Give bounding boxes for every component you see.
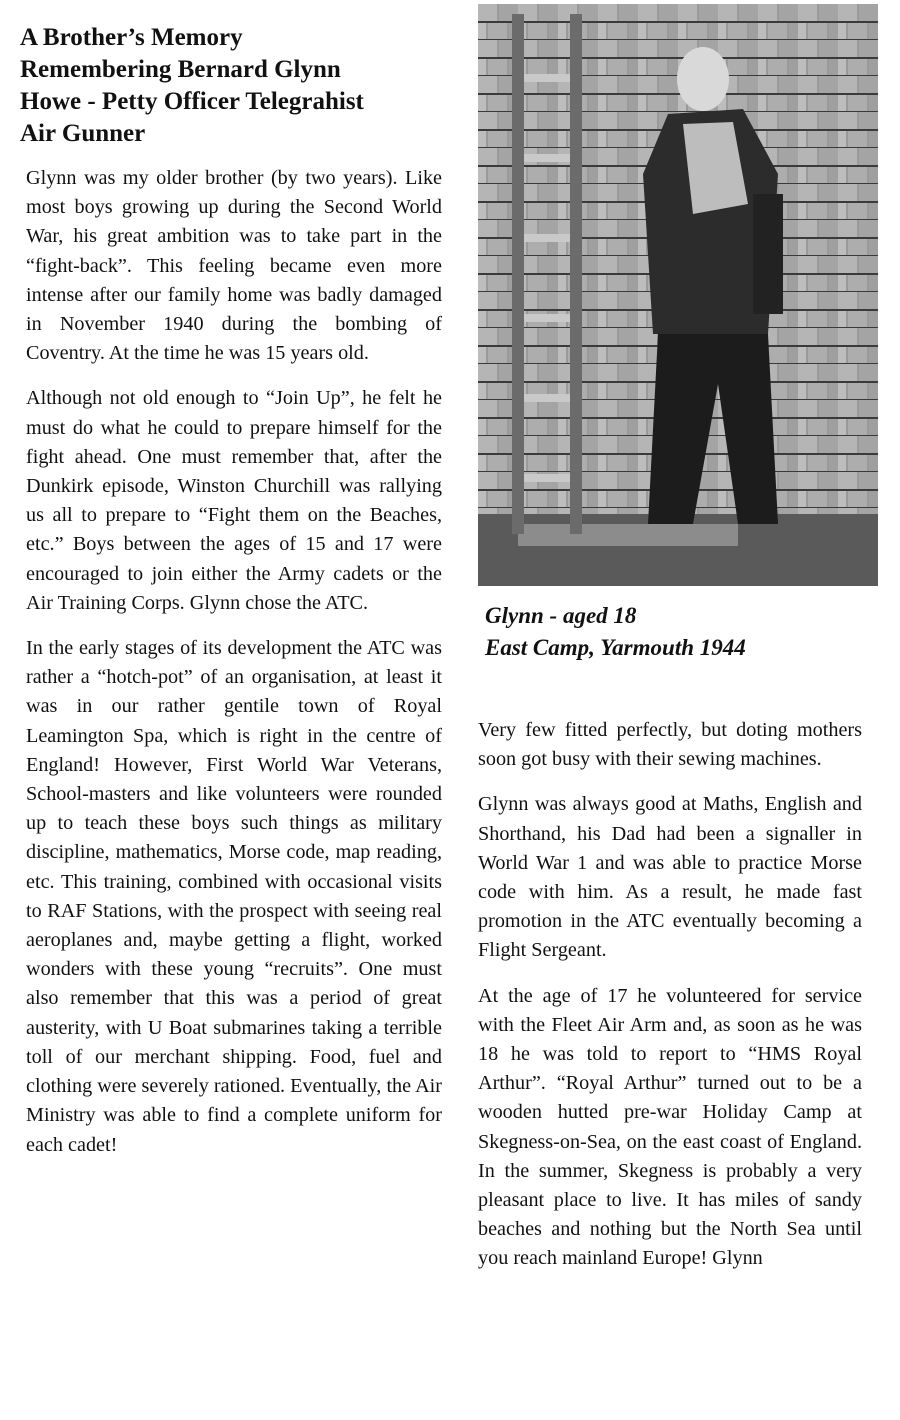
caption-line: Glynn - aged 18 xyxy=(485,603,637,628)
body-paragraph: At the age of 17 he volunteered for service with the Fleet Air Arm and, as soon as he was 18 he was told to report to “HMS Royal Arthur”. “Royal Arthur” turned out to be a wooden hutted pre-war Holiday Camp at Skegness-on-Sea, on the east coast of England. In the summer, Skegness is probably a very pleasant place to live. It has miles of sandy beaches and nothing but the North Sea until you reach mainland Europe! Glynn xyxy=(478,984,862,1270)
title-line: Howe - Petty Officer Telegrahist xyxy=(20,88,364,115)
title-line: Air Gunner xyxy=(20,120,146,147)
right-column xyxy=(478,716,862,1290)
article-title xyxy=(20,22,460,150)
body-paragraph: In the early stages of its development the ATC was rather a “hotch-pot” of an organisation, at least it was in our rather gentile town of Royal Leamington Spa, which is right in the centre of England! However, First World War Veterans, School-masters and like volunteers were rounded up to teach these boys such things as military discipline, mathematics, Morse code, map reading, etc. This training, combined with occasional visits to RAF Stations, with the prospect with seeing real aeroplanes and, maybe getting a flight, worked wonders with these young “recruits”. One must also remember that this was a period of great austerity, with U Boat submarines taking a terrible toll of our merchant shipping. Food, fuel and clothing were severely rationed. Eventually, the Air Ministry was able to find a complete uniform for each cadet! xyxy=(26,637,442,1156)
body-paragraph: Glynn was my older brother (by two years). Like most boys growing up during the Second World War, his great ambition was to take part in the “fight-back”. This feeling became even more intense after our family home was badly damaged in November 1940 during the bombing of Coventry. At the time he was 15 years old. xyxy=(26,167,442,365)
title-line: A Brother’s Memory xyxy=(20,24,243,51)
glynn-photograph xyxy=(478,4,878,586)
photo-caption xyxy=(485,600,875,664)
body-paragraph: Although not old enough to “Join Up”, he felt he must do what he could to prepare himself for the fight ahead. One must remember that, after the Dunkirk episode, Winston Churchill was rallying us all to prepare to “Fight them on the Beaches, etc.” Boys between the ages of 15 and 17 were encouraged to join either the Army cadets or the Air Training Corps. Glynn chose the ATC. xyxy=(26,387,442,614)
body-paragraph: Glynn was always good at Maths, English and Shorthand, his Dad had been a signaller in World War 1 and was able to practice Morse code with him. As a result, he made fast promotion in the ATC eventually becoming a Flight Sergeant. xyxy=(478,793,862,962)
title-line: Remembering Bernard Glynn xyxy=(20,56,341,83)
caption-line: East Camp, Yarmouth 1944 xyxy=(485,635,746,660)
body-paragraph: Very few fitted perfectly, but doting mothers soon got busy with their sewing machines. xyxy=(478,719,862,771)
left-column xyxy=(26,164,442,1176)
